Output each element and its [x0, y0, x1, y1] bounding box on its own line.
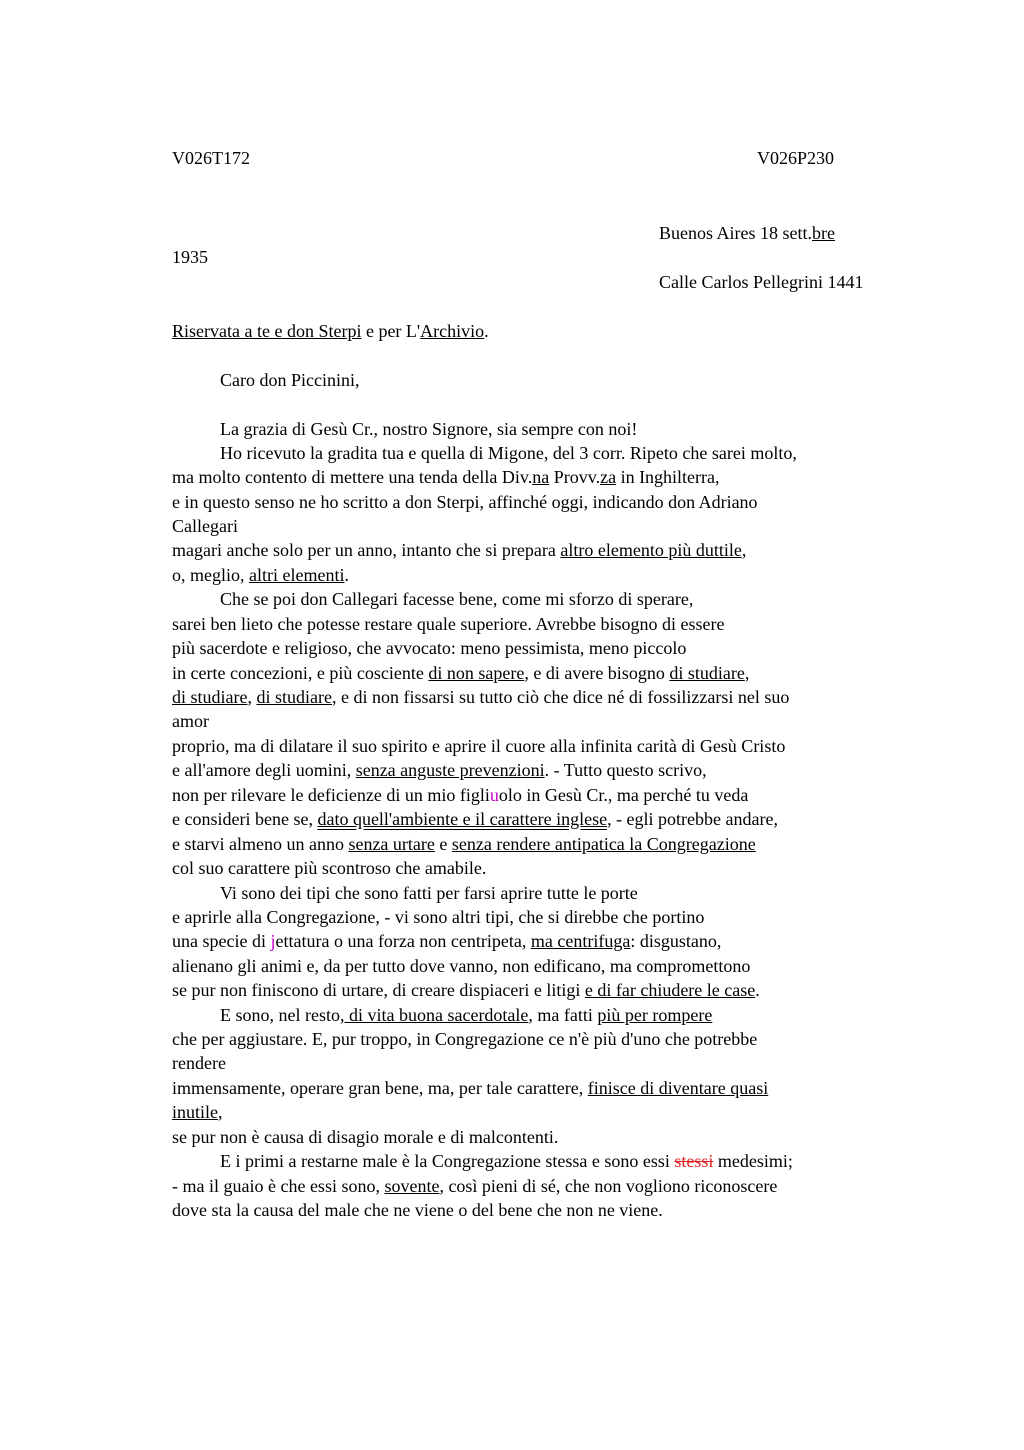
body-line: La grazia di Gesù Cr., nostro Signore, sia sempre con noi! [220, 419, 638, 439]
body-line: alienano gli animi e, da per tutto dove vanno, non edificano, ma compromettono [172, 956, 751, 976]
body-line: Ho ricevuto la gradita tua e quella di Migone, del 3 corr. Ripeto che sarei molto, [220, 443, 797, 463]
document-code-right: V026P230 [757, 148, 835, 168]
body-line: e consideri bene se, dato quell'ambiente e il carattere inglese, - egli potrebbe andare, [172, 809, 778, 829]
body-line: di studiare, di studiare, e di non fissarsi su tutto ciò che dice né di fossilizzarsi nel suo [172, 687, 790, 707]
body-line: rendere [172, 1053, 226, 1073]
body-line: amor [172, 711, 209, 731]
body-line: dove sta la causa del male che ne viene o del bene che non ne viene. [172, 1200, 663, 1220]
body-line: ma molto contento di mettere una tenda della Div.na Provv.za in Inghilterra, [172, 467, 720, 487]
body-line: Vi sono dei tipi che sono fatti per farsi aprire tutte le porte [220, 883, 638, 903]
place-date: Buenos Aires 18 sett.bre [659, 223, 835, 243]
body-line: una specie di jettatura o una forza non centripeta, ma centrifuga: disgustano, [172, 931, 722, 951]
reserved-note: Riservata a te e don Sterpi e per L'Archivio. [172, 321, 489, 341]
salutation: Caro don Piccinini, [220, 370, 360, 390]
body-line: che per aggiustare. E, pur troppo, in Congregazione ce n'è più d'uno che potrebbe [172, 1029, 758, 1049]
body-line: Callegari [172, 516, 238, 536]
body-line: sarei ben lieto che potesse restare quale superiore. Avrebbe bisogno di essere [172, 614, 725, 634]
body-line: o, meglio, altri elementi. [172, 565, 349, 585]
body-line: inutile, [172, 1102, 223, 1122]
body-line: e all'amore degli uomini, senza anguste prevenzioni. - Tutto questo scrivo, [172, 760, 707, 780]
body-line: e aprirle alla Congregazione, - vi sono altri tipi, che si direbbe che portino [172, 907, 705, 927]
body-line: più sacerdote e religioso, che avvocato: meno pessimista, meno piccolo [172, 638, 687, 658]
body-line: se pur non finiscono di urtare, di creare dispiaceri e litigi e di far chiudere le case. [172, 980, 760, 1000]
body-line: - ma il guaio è che essi sono, sovente, così pieni di sé, che non vogliono riconoscere [172, 1176, 778, 1196]
address: Calle Carlos Pellegrini 1441 [659, 272, 864, 292]
body-line: e in questo senso ne ho scritto a don Sterpi, affinché oggi, indicando don Adriano [172, 492, 758, 512]
body-line: col suo carattere più scontroso che amabile. [172, 858, 487, 878]
body-line: in certe concezioni, e più cosciente di non sapere, e di avere bisogno di studiare, [172, 663, 750, 683]
body-line: Che se poi don Callegari facesse bene, come mi sforzo di sperare, [220, 589, 694, 609]
body-line: E sono, nel resto, di vita buona sacerdotale, ma fatti più per rompere [220, 1005, 713, 1025]
body-line: immensamente, operare gran bene, ma, per tale carattere, finisce di diventare quasi [172, 1078, 769, 1098]
body-line: proprio, ma di dilatare il suo spirito e aprire il cuore alla infinita carità di Gesù Cristo [172, 736, 786, 756]
body-line: magari anche solo per un anno, intanto che si prepara altro elemento più duttile, [172, 540, 747, 560]
body-line: non per rilevare le deficienze di un mio figliuolo in Gesù Cr., ma perché tu veda [172, 785, 749, 805]
body-line: E i primi a restarne male è la Congregazione stessa e sono essi stessi medesimi; [220, 1151, 793, 1171]
body-line: se pur non è causa di disagio morale e di malcontenti. [172, 1127, 559, 1147]
date-year: 1935 [172, 247, 208, 267]
body-line: e starvi almeno un anno senza urtare e senza rendere antipatica la Congregazione [172, 834, 756, 854]
document-code-left: V026T172 [172, 148, 250, 168]
